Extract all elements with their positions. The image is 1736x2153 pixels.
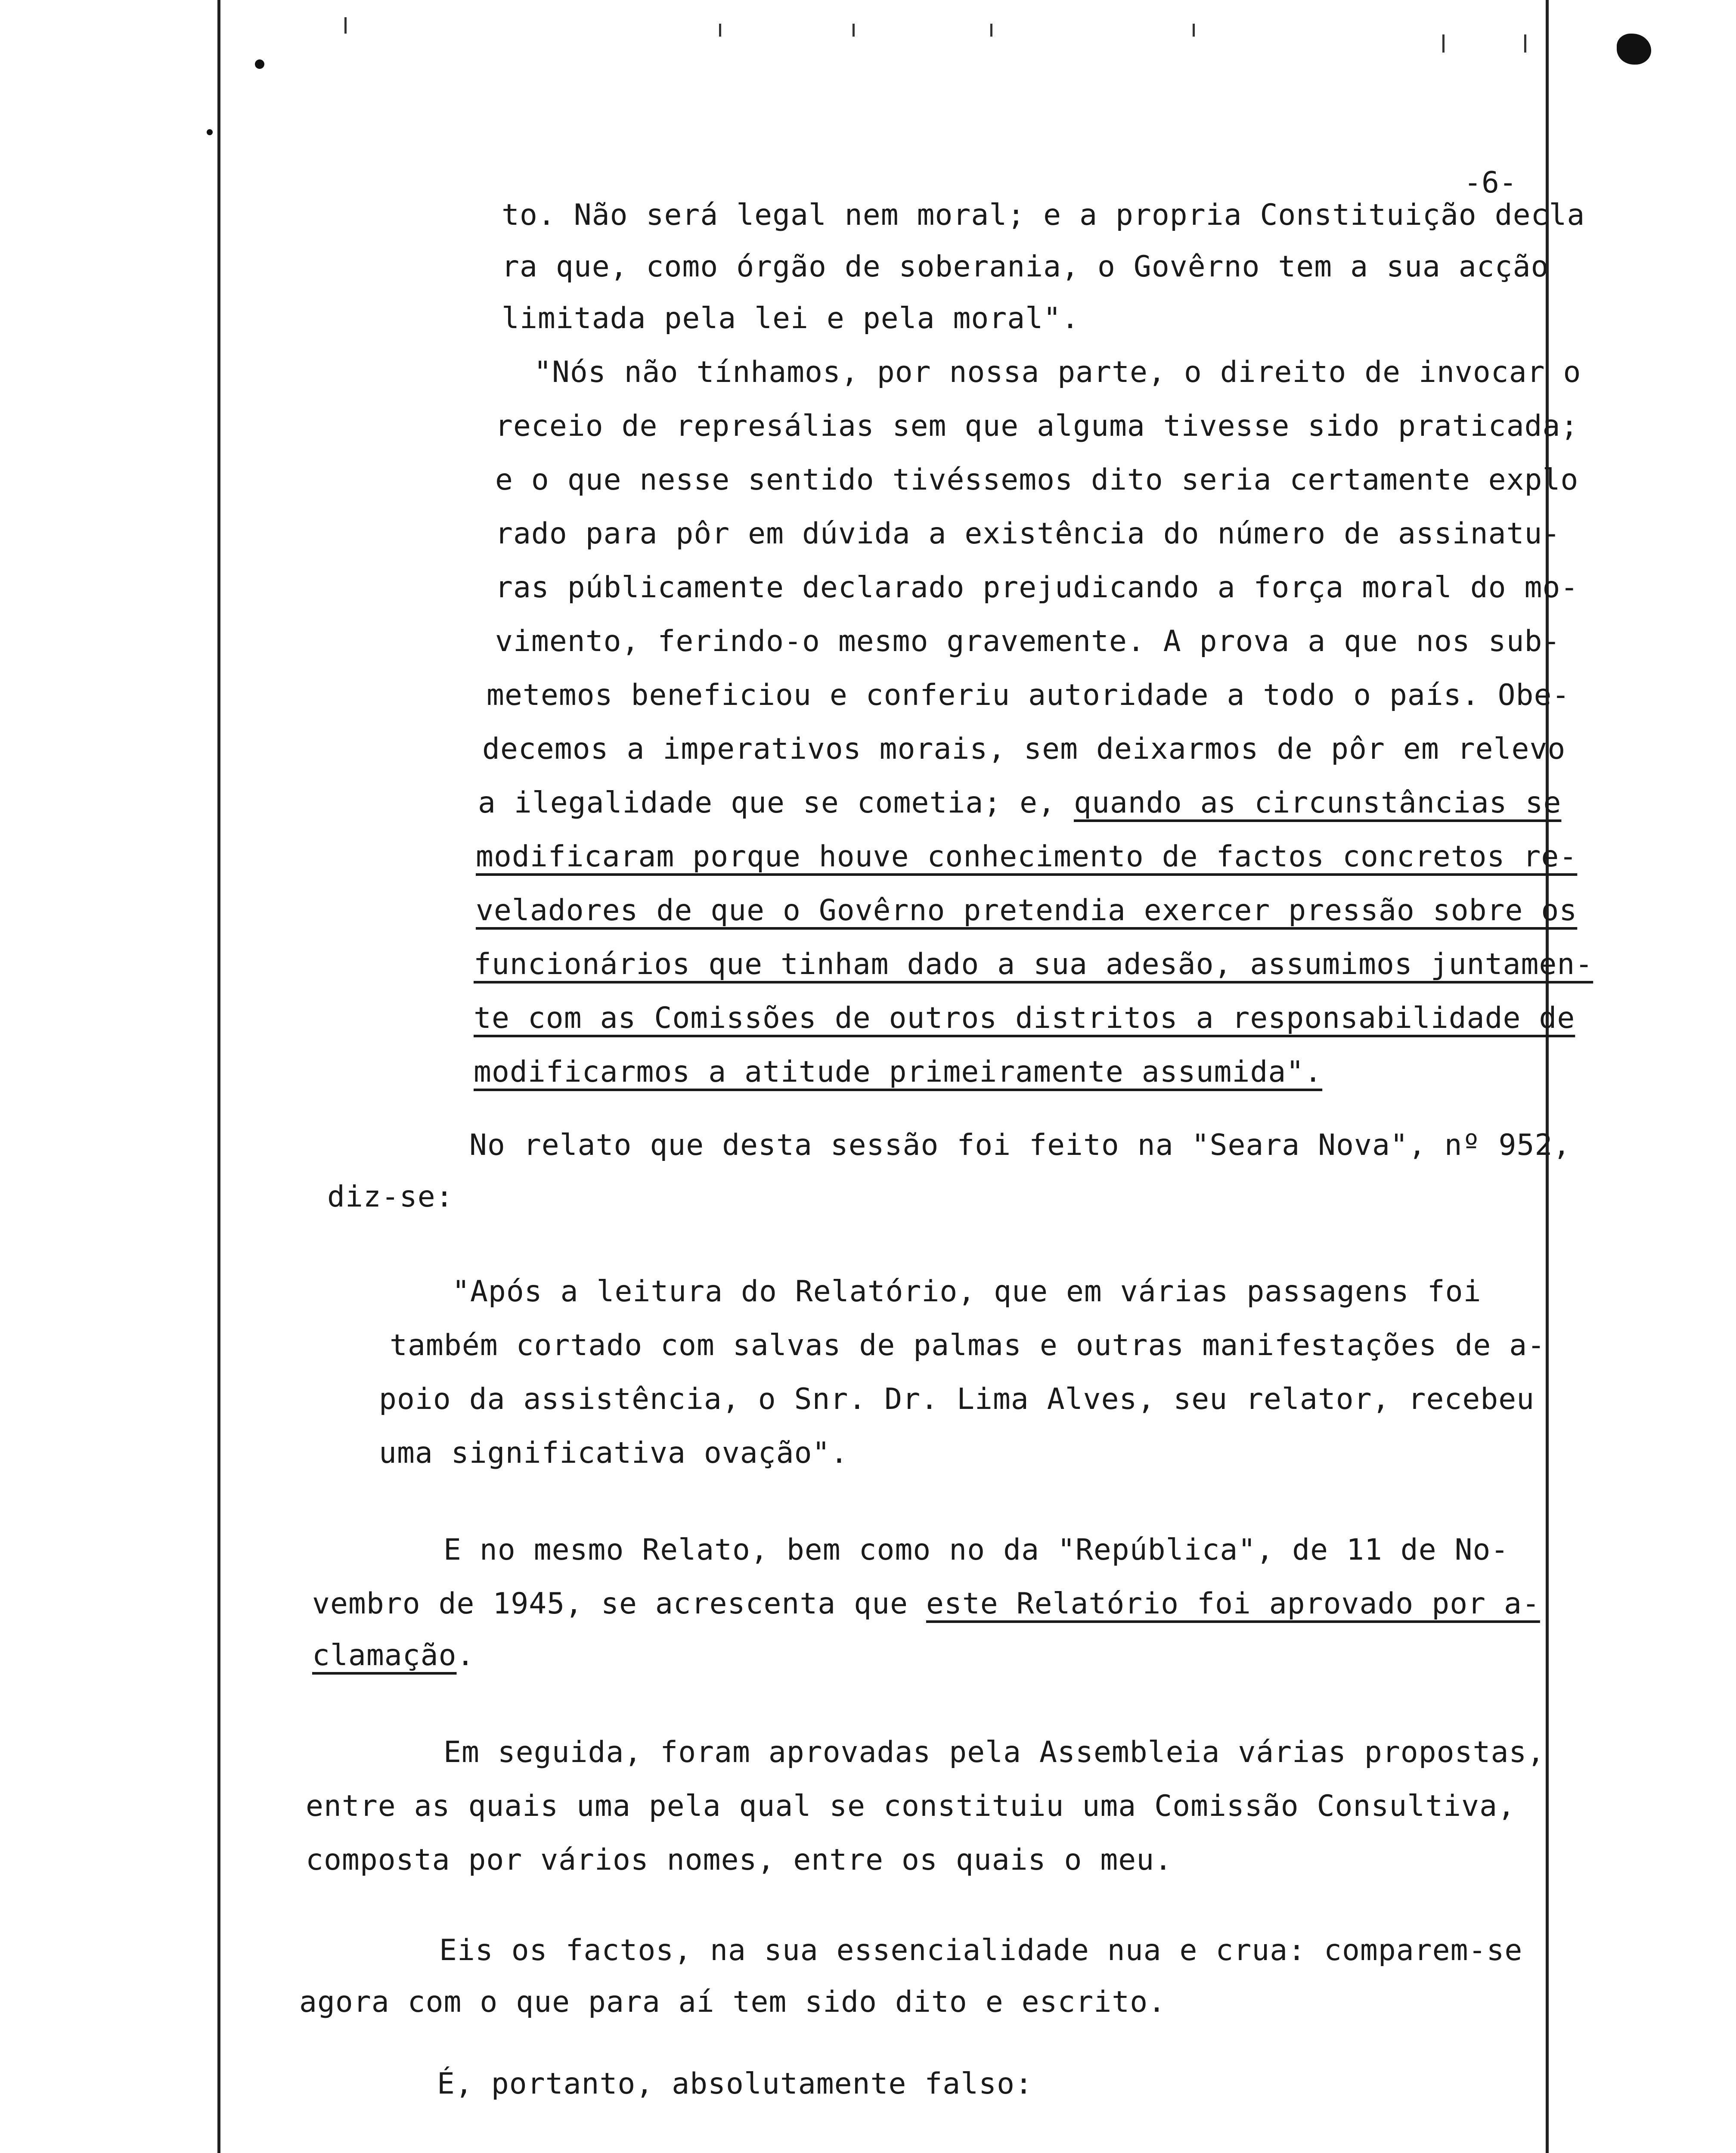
text-line: E no mesmo Relato, bem como no da "República", de 11 de No-	[443, 1533, 1509, 1567]
text-line	[312, 1638, 474, 1673]
text-line: "Após a leitura do Relatório, que em várias passagens foi	[452, 1275, 1482, 1309]
text-span: a ilegalidade que se cometia; e,	[478, 786, 1074, 820]
text-line: também cortado com salvas de palmas e outras manifestações de a-	[390, 1328, 1546, 1362]
text-line: rado para pôr em dúvida a existência do número de assinatu-	[495, 517, 1561, 551]
text-line: Eis os factos, na sua essencialidade nua e crua: comparem-se	[439, 1933, 1523, 1967]
top-edge-mark	[344, 17, 347, 34]
underlined-text: clamação	[312, 1638, 457, 1672]
text-line: poio da assistência, o Snr. Dr. Lima Alves, seu relator, recebeu	[379, 1382, 1535, 1416]
underlined-text: este Relatório foi aprovado por a-	[926, 1587, 1540, 1621]
corner-blot	[1617, 34, 1651, 65]
underlined-line: funcionários que tinham dado a sua adesão, assumimos juntamen-	[474, 947, 1593, 981]
text-line: e o que nesse sentido tivéssemos dito seria certamente explo	[495, 463, 1579, 497]
text-line: composta por vários nomes, entre os quais o meu.	[306, 1843, 1173, 1877]
text-line: No relato que desta sessão foi feito na "Seara Nova", nº 952,	[469, 1128, 1571, 1162]
text-line: metemos beneficiou e conferiu autoridade a todo o país. Obe-	[487, 678, 1570, 712]
text-line: ras públicamente declarado prejudicando a força moral do mo-	[495, 571, 1579, 605]
text-line: diz-se:	[327, 1180, 454, 1214]
text-line: vimento, ferindo-o mesmo gravemente. A prova a que nos sub-	[495, 624, 1561, 658]
top-edge-mark	[1193, 24, 1195, 37]
text-line: "Nós não tínhamos, por nossa parte, o direito de invocar o	[534, 355, 1581, 389]
text-line	[478, 786, 1561, 820]
text-line: limitada pela lei e pela moral".	[502, 301, 1080, 335]
punch-mark-small	[207, 129, 213, 135]
text-line: ra que, como órgão de soberania, o Govêrno tem a sua acção	[502, 250, 1549, 284]
left-margin-rule	[217, 0, 220, 2153]
text-line: entre as quais uma pela qual se constituiu uma Comissão Consultiva,	[306, 1789, 1516, 1823]
page-number: -6-	[1464, 166, 1517, 200]
text-line: decemos a imperativos morais, sem deixarmos de pôr em relevo	[482, 732, 1566, 766]
text-line: uma significativa ovação".	[379, 1436, 849, 1470]
text-line: É, portanto, absolutamente falso:	[437, 2067, 1033, 2101]
underlined-line: veladores de que o Govêrno pretendia exercer pressão sobre os	[476, 893, 1578, 928]
text-line: receio de represálias sem que alguma tivesse sido praticada;	[495, 409, 1579, 443]
underlined-line: modificarmos a atitude primeiramente assumida".	[474, 1055, 1323, 1089]
right-margin-rule	[1546, 0, 1549, 2153]
underlined-line: modificaram porque houve conhecimento de factos concretos re-	[476, 840, 1578, 874]
text-line	[312, 1587, 1540, 1621]
text-line: Em seguida, foram aprovadas pela Assembleia várias propostas,	[443, 1735, 1545, 1769]
punch-mark	[255, 59, 264, 69]
top-edge-mark	[852, 24, 855, 37]
top-edge-mark	[719, 24, 721, 37]
text-line: agora com o que para aí tem sido dito e escrito.	[299, 1985, 1166, 2019]
text-span: .	[456, 1638, 475, 1672]
top-edge-mark	[1442, 34, 1445, 53]
text-line: to. Não será legal nem moral; e a propria Constituição decla	[502, 198, 1585, 232]
underlined-line: te com as Comissões de outros distritos a responsabilidade de	[474, 1001, 1575, 1035]
text-span: vembro de 1945, se acrescenta que	[312, 1587, 926, 1621]
top-edge-mark	[1524, 34, 1526, 53]
top-edge-mark	[990, 24, 992, 37]
underlined-text: quando as circunstâncias se	[1074, 786, 1562, 820]
